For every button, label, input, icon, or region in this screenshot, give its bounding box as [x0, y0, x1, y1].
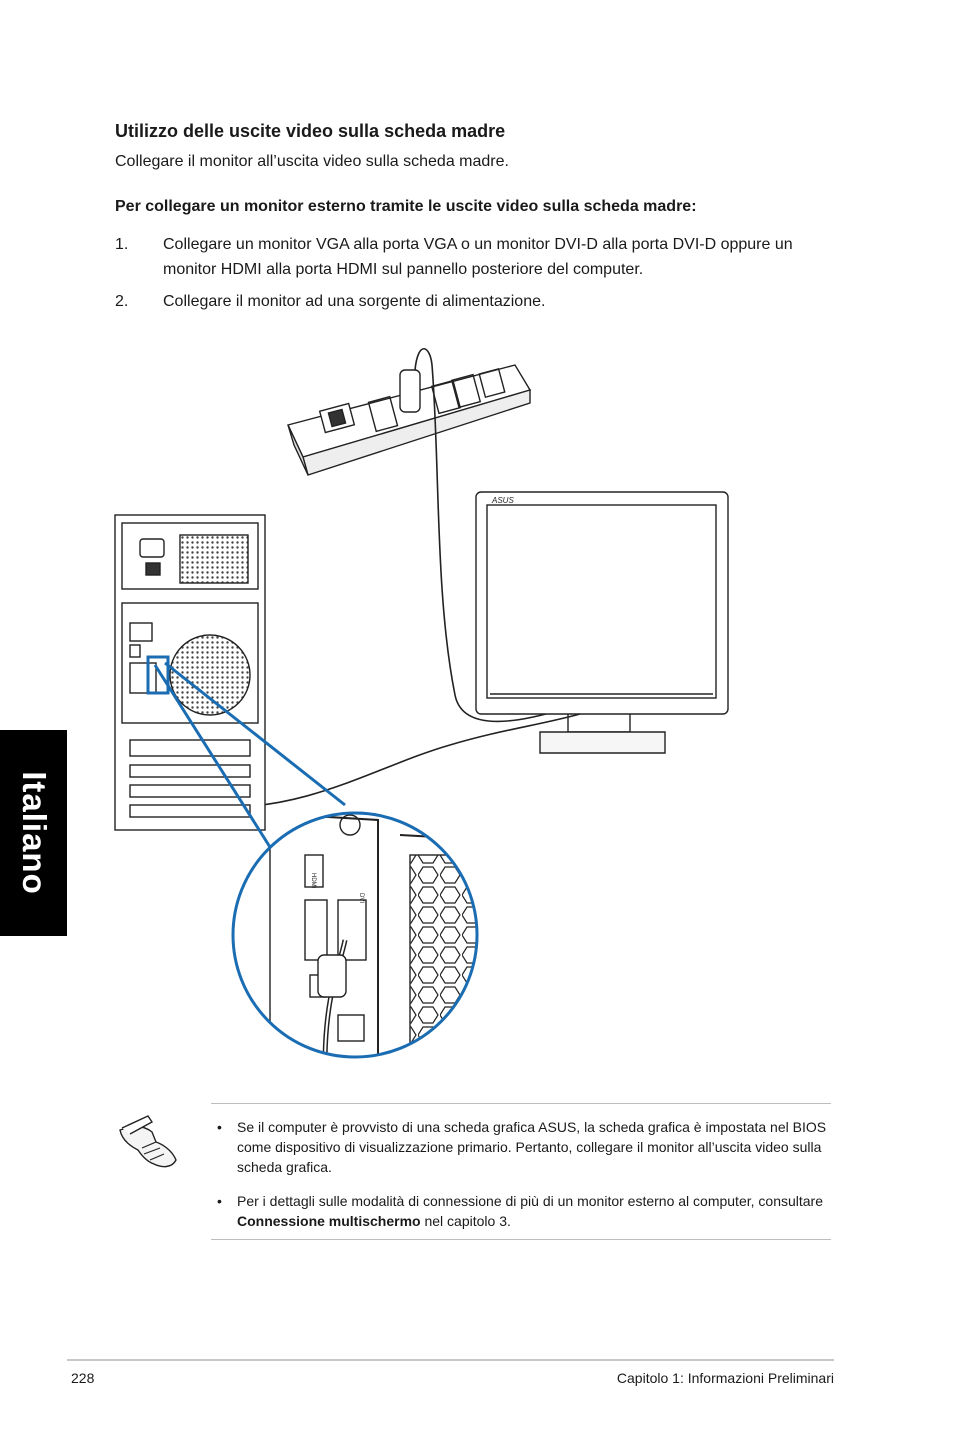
hand-pointing-icon — [112, 1112, 182, 1172]
power-strip — [288, 365, 530, 475]
footer-divider — [67, 1359, 834, 1361]
lcd-monitor — [476, 492, 728, 753]
note-item-1 — [217, 1117, 831, 1177]
bullet: • — [217, 1193, 222, 1209]
monitor-brand: ASUS — [492, 496, 514, 505]
bullet: • — [217, 1119, 222, 1135]
note-text: Per i dettagli sulle modalità di connessione di più di un monitor esterno al computer, consultare — [237, 1193, 823, 1209]
pc-tower-rear — [115, 515, 265, 830]
note-item-2 — [217, 1191, 831, 1231]
chapter-title: Capitolo 1: Informazioni Preliminari — [616, 1370, 834, 1386]
language-side-tab — [0, 730, 67, 936]
section-heading: Utilizzo delle uscite video sulla scheda madre — [115, 121, 506, 141]
zoom-detail — [233, 805, 500, 1065]
step-text: Collegare il monitor ad una sorgente di alimentazione. — [163, 293, 546, 310]
hdmi-port-label: HDMI — [310, 873, 316, 889]
language-label: Italiano — [15, 771, 53, 895]
step-number: 2. — [115, 293, 129, 310]
note-text: Se il computer è provvisto di una scheda grafica ASUS, la scheda grafica è impostata nel BIOS come dispositivo di visualizzazione primario. Pertanto, collegare il monitor all’uscita video sulla scheda grafica. — [237, 1119, 827, 1175]
step-text: Collegare un monitor VGA alla porta VGA o un monitor DVI-D alla porta DVI-D oppure un monitor HDMI alla porta HDMI sul pannello posteriore del computer. — [163, 236, 793, 278]
procedure-title: Per collegare un monitor esterno tramite le uscite video sulla scheda madre: — [115, 198, 697, 215]
note-text-end: nel capitolo 3. — [420, 1213, 511, 1229]
connection-illustration — [110, 345, 730, 1065]
dvi-port-label: DVI — [358, 893, 364, 904]
note-box — [211, 1103, 831, 1240]
note-reference: Connessione multischermo — [237, 1213, 421, 1229]
step-number: 1. — [115, 236, 129, 253]
page-number: 228 — [71, 1370, 95, 1386]
section-intro: Collegare il monitor all’uscita video sulla scheda madre. — [115, 153, 509, 170]
